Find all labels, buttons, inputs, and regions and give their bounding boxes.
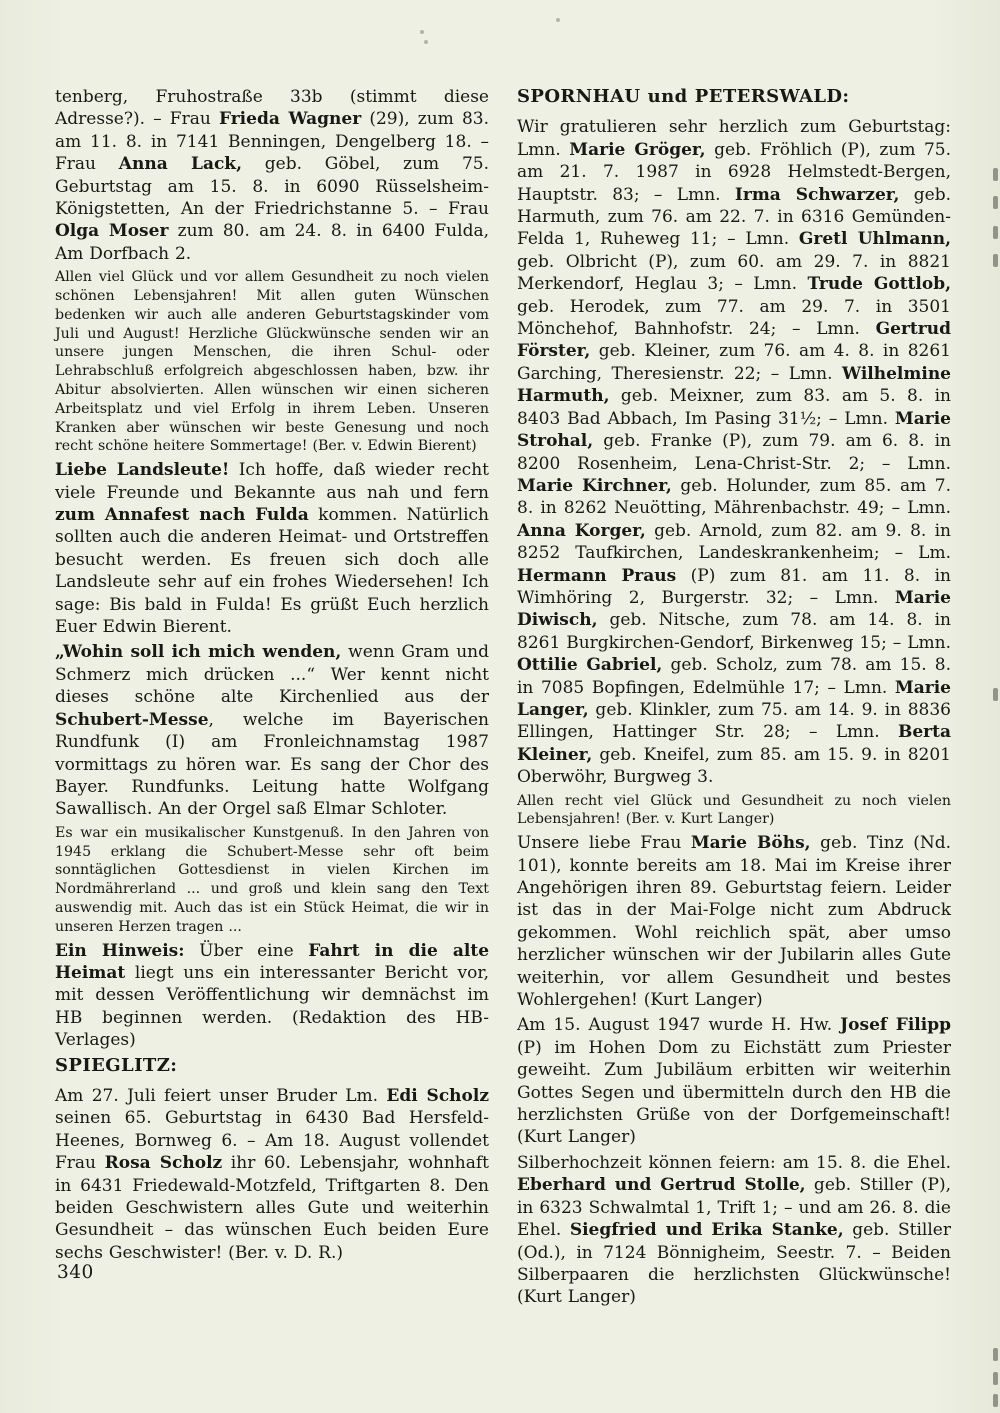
bold-text: Marie Kirchner, bbox=[517, 475, 672, 496]
paragraph bbox=[55, 459, 489, 638]
body-text: Silberhochzeit können feiern: am 15. 8. die Ehel. bbox=[517, 1152, 951, 1173]
body-text: geb. Fröhlich (P), zum 75. am 21. 7. 1987 in 6928 Helmstedt-Bergen, Hauptstr. 83; – Lmn. bbox=[517, 139, 952, 205]
bold-text: SPORNHAU und PETERSWALD: bbox=[517, 86, 850, 107]
body-text: geb. Holunder, zum 85. am 7. 8. in 8262 Neuötting, Mährenbachstr. 49; – Lmn. bbox=[517, 475, 951, 519]
body-text: Ich hoffe, daß wieder recht viele Freunde und Bekannte aus nah und fern bbox=[55, 460, 489, 503]
bold-text: Josef Filipp bbox=[840, 1015, 951, 1036]
body-text: geb. Meixner, zum 83. am 5. 8. in 8403 Bad Abbach, Im Pasing 31½; – Lmn. bbox=[517, 386, 951, 429]
bold-text: Edi Scholz bbox=[386, 1085, 489, 1106]
bold-text: Berta Kleiner, bbox=[517, 722, 951, 765]
section-heading bbox=[55, 1055, 489, 1077]
body-text: Über eine bbox=[184, 940, 309, 961]
body-text: geb. Tinz (Nd. 101), konnte bereits am 18. Mai im Kreise ihrer Angehörigen ihren 89. Geburtstag feiern. Leider ist das in der Mai-Folge nicht zum Abdruck gekommen. Wohl reichlich spät, aber umso herzlicher wünschen wir der Jubilarin alles Gute weiterhin, vor allem Gesundheit und bestes Wohlergehen! (Kurt Langer) bbox=[517, 833, 952, 1011]
bold-text: Ottilie Gabriel, bbox=[517, 655, 663, 676]
scan-artifact bbox=[993, 254, 998, 267]
left-column bbox=[55, 86, 489, 1309]
paragraph bbox=[517, 116, 951, 788]
paragraph bbox=[55, 641, 489, 820]
scan-artifact bbox=[993, 168, 998, 181]
bold-text: „Wohin soll ich mich wenden, bbox=[55, 642, 342, 663]
body-text: geb. Stiller (P), in 6323 Schwalmtal 1, Trift 1; – und am 26. 8. die Ehel. bbox=[517, 1175, 951, 1241]
scan-artifact bbox=[993, 1348, 998, 1361]
bold-text: Rosa Scholz bbox=[104, 1153, 223, 1174]
bold-text: SPIEGLITZ: bbox=[55, 1054, 178, 1076]
bold-text: Schubert-Messe bbox=[55, 709, 209, 730]
bold-text: Frieda Wagner bbox=[218, 109, 362, 130]
scan-artifact bbox=[424, 40, 428, 44]
body-text: Es war ein musikalischer Kunstgenuß. In den Jahren von 1945 erklang die Schubert-Messe sehr oft beim sonntäglichen Gottesdienst in vielen Kirchen im Nordmährerland ... und groß und klein sang den Text auswendig mit. Auch das ist ein Stück Heimat, die wir in unseren Herzen tragen ... bbox=[55, 824, 489, 935]
paragraph bbox=[517, 792, 951, 830]
body-text: geb. Kleiner, zum 76. am 4. 8. in 8261 Garching, Theresienstr. 22; – Lmn. bbox=[517, 341, 951, 384]
bold-text: Eberhard und Gertrud Stolle, bbox=[517, 1175, 806, 1196]
bold-text: Marie Böhs, bbox=[690, 833, 811, 854]
paragraph bbox=[55, 268, 489, 456]
bold-text: Wilhelmine Harmuth, bbox=[517, 363, 951, 407]
paragraph bbox=[55, 1085, 489, 1264]
bold-text: Siegfried und Erika Stanke, bbox=[569, 1220, 844, 1241]
body-text: , welche im Bayerischen Rundfunk (I) am Fronleichnamstag 1987 vormittags zu hören war. Es sang der Chor des Bayer. Rundfunks. Leitung hatte Wolfgang Sawallisch. An der Orgel saß Elmar Schloter. bbox=[55, 709, 489, 820]
bold-text: Trude Gottlob, bbox=[807, 274, 952, 295]
body-text: geb. Scholz, zum 78. am 15. 8. in 7085 Bopfingen, Edelmühle 17; – Lmn. bbox=[517, 655, 952, 698]
bold-text: Hermann Praus bbox=[517, 565, 677, 586]
body-text: Am 27. Juli feiert unser Bruder Lm. bbox=[55, 1085, 387, 1106]
scan-artifact bbox=[993, 196, 998, 209]
body-text: (P) zum 81. am 11. 8. in Wimhöring 2, Burgerstr. 32; – Lmn. bbox=[517, 565, 951, 608]
scan-artifact bbox=[420, 30, 424, 34]
bold-text: Marie Gröger, bbox=[569, 139, 706, 160]
body-text: Unsere liebe Frau bbox=[517, 833, 691, 854]
body-text: Am 15. August 1947 wurde H. Hw. bbox=[517, 1015, 841, 1036]
right-column bbox=[517, 86, 951, 1309]
bold-text: Anna Korger, bbox=[517, 520, 646, 541]
scan-artifact bbox=[556, 18, 560, 22]
body-text: zum 80. am 24. 8. in 6400 Fulda, Am Dorfbach 2. bbox=[55, 221, 489, 264]
scan-artifact bbox=[993, 1372, 998, 1385]
scan-artifact bbox=[993, 688, 998, 701]
body-text: geb. Kneifel, zum 85. am 15. 9. in 8201 Oberwöhr, Burgweg 3. bbox=[517, 744, 951, 788]
bold-text: Marie Diwisch, bbox=[517, 587, 951, 631]
bold-text: Gretl Uhlmann, bbox=[798, 229, 951, 250]
scan-artifact bbox=[993, 226, 998, 239]
body-text: geb. Stiller (Od.), in 7124 Bönnigheim, Seestr. 7. – Beiden Silberpaaren die herzlichsten Glückwünsche! (Kurt Langer) bbox=[517, 1220, 951, 1308]
body-text: tenberg, Fruhostraße 33b (stimmt diese Adresse?). – Frau bbox=[55, 87, 489, 130]
body-text: (29), zum 83. am 11. 8. in 7141 Benningen, Dengelberg 18. – Frau bbox=[55, 109, 489, 175]
body-text: seinen 65. Geburtstag in 6430 Bad Hersfeld-Heenes, Bornweg 6. – Am 18. August vollendet Frau bbox=[55, 1108, 489, 1174]
bold-text: Fahrt in die alte Heimat bbox=[55, 940, 490, 983]
bold-text: Marie Strohal, bbox=[517, 408, 951, 452]
body-text: wenn Gram und Schmerz mich drücken ...“ Wer kennt nicht dieses schöne alte Kirchenlied aus der bbox=[55, 642, 489, 708]
body-text: (P) im Hohen Dom zu Eichstätt zum Priester geweiht. Zum Jubiläum erbitten wir weiterhin Gottes Segen und übermitteln durch den HB die herzlichsten Grüße von der Dorfgemeinschaft! (Kurt Langer) bbox=[517, 1037, 951, 1148]
body-text: Allen recht viel Glück und Gesundheit zu noch vielen Lebensjahren! (Ber. v. Kurt Langer) bbox=[517, 792, 951, 828]
page-number: 340 bbox=[57, 1262, 94, 1283]
scan-artifact bbox=[993, 1394, 998, 1407]
body-text: geb. Nitsche, zum 78. am 14. 8. in 8261 Burgkirchen-Gendorf, Birkenweg 15; – Lmn. bbox=[517, 610, 951, 653]
body-text: geb. Herodek, zum 77. am 29. 7. in 3501 Mönchehof, Bahnhofstr. 24; – Lmn. bbox=[517, 296, 951, 340]
body-text: geb. Franke (P), zum 79. am 6. 8. in 8200 Rosenheim, Lena-Christ-Str. 2; – Lmn. bbox=[517, 431, 951, 474]
paragraph bbox=[517, 1152, 951, 1309]
bold-text: Marie Langer, bbox=[517, 677, 951, 720]
paragraph bbox=[55, 824, 489, 937]
bold-text: Olga Moser bbox=[55, 221, 169, 242]
bold-text: zum Annafest nach Fulda bbox=[55, 505, 309, 526]
paragraph bbox=[55, 86, 489, 265]
section-heading bbox=[517, 86, 951, 108]
body-text: geb. Göbel, zum 75. Geburtstag am 15. 8. in 6090 Rüsselsheim-Königstetten, An der Friedrichstanne 5. – Frau bbox=[55, 154, 489, 220]
body-text: Allen viel Glück und vor allem Gesundheit zu noch vielen schönen Lebensjahren! Mit allen guten Wünschen bedenken wir auch alle anderen Geburtstagskinder vom Juli und August! Herzliche Glückwünsche senden wir an unsere jungen Menschen, die ihren Schul- oder Lehrabschluß erfolgreich abgeschlossen haben, bzw. ihr Abitur absolvierten. Allen wünschen wir einen sicheren Arbeitsplatz und viel Erfolg in ihrem Leben. Unseren Kranken aber wünschen wir beste Genesung und noch recht schöne heitere Sommertage! (Ber. v. Edwin Bierent) bbox=[55, 269, 489, 455]
bold-text: Irma Schwarzer, bbox=[734, 184, 900, 205]
body-text: Wir gratulieren sehr herzlich zum Geburtstag: Lmn. bbox=[517, 117, 951, 160]
paragraph bbox=[55, 940, 489, 1052]
body-text: geb. Klinkler, zum 75. am 14. 9. in 8836 Ellingen, Hattinger Str. 28; – Lmn. bbox=[517, 699, 951, 743]
paragraph bbox=[517, 832, 951, 1011]
body-text: geb. Arnold, zum 82. am 9. 8. in 8252 Taufkirchen, Landeskrankenheim; – Lm. bbox=[517, 520, 951, 564]
two-column-layout bbox=[55, 86, 951, 1309]
paragraph bbox=[517, 1014, 951, 1148]
body-text: kommen. Natürlich sollten auch die anderen Heimat- und Ortstreffen besucht werden. Es freuen sich doch alle Landsleute sehr auf ein frohes Wiedersehen! Ich sage: Bis bald in Fulda! Es grüßt Euch herzlich Euer Edwin Bierent. bbox=[55, 505, 489, 638]
body-text: ihr 60. Lebensjahr, wohnhaft in 6431 Friedewald-Motzfeld, Triftgarten 8. Den beiden Geschwistern alles Gute und weiterhin Gesundheit – das wünschen Euch beiden Eure sechs Geschwister! (Ber. v. D. R.) bbox=[55, 1153, 489, 1263]
bold-text: Anna Lack, bbox=[118, 154, 243, 175]
bold-text: Gertrud Förster, bbox=[517, 319, 951, 362]
body-text: liegt uns ein interessanter Bericht vor, mit dessen Veröffentlichung wir demnächst im HB beginnen werden. (Redaktion des HB-Verlages) bbox=[55, 962, 489, 1051]
body-text: geb. Harmuth, zum 76. am 22. 7. in 6316 Gemünden-Felda 1, Ruheweg 11; – Lmn. bbox=[517, 184, 951, 250]
bold-text: Ein Hinweis: bbox=[55, 940, 185, 961]
bold-text: Liebe Landsleute! bbox=[55, 460, 230, 481]
body-text: geb. Olbricht (P), zum 60. am 29. 7. in 8821 Merkendorf, Heglau 3; – Lmn. bbox=[517, 251, 951, 295]
